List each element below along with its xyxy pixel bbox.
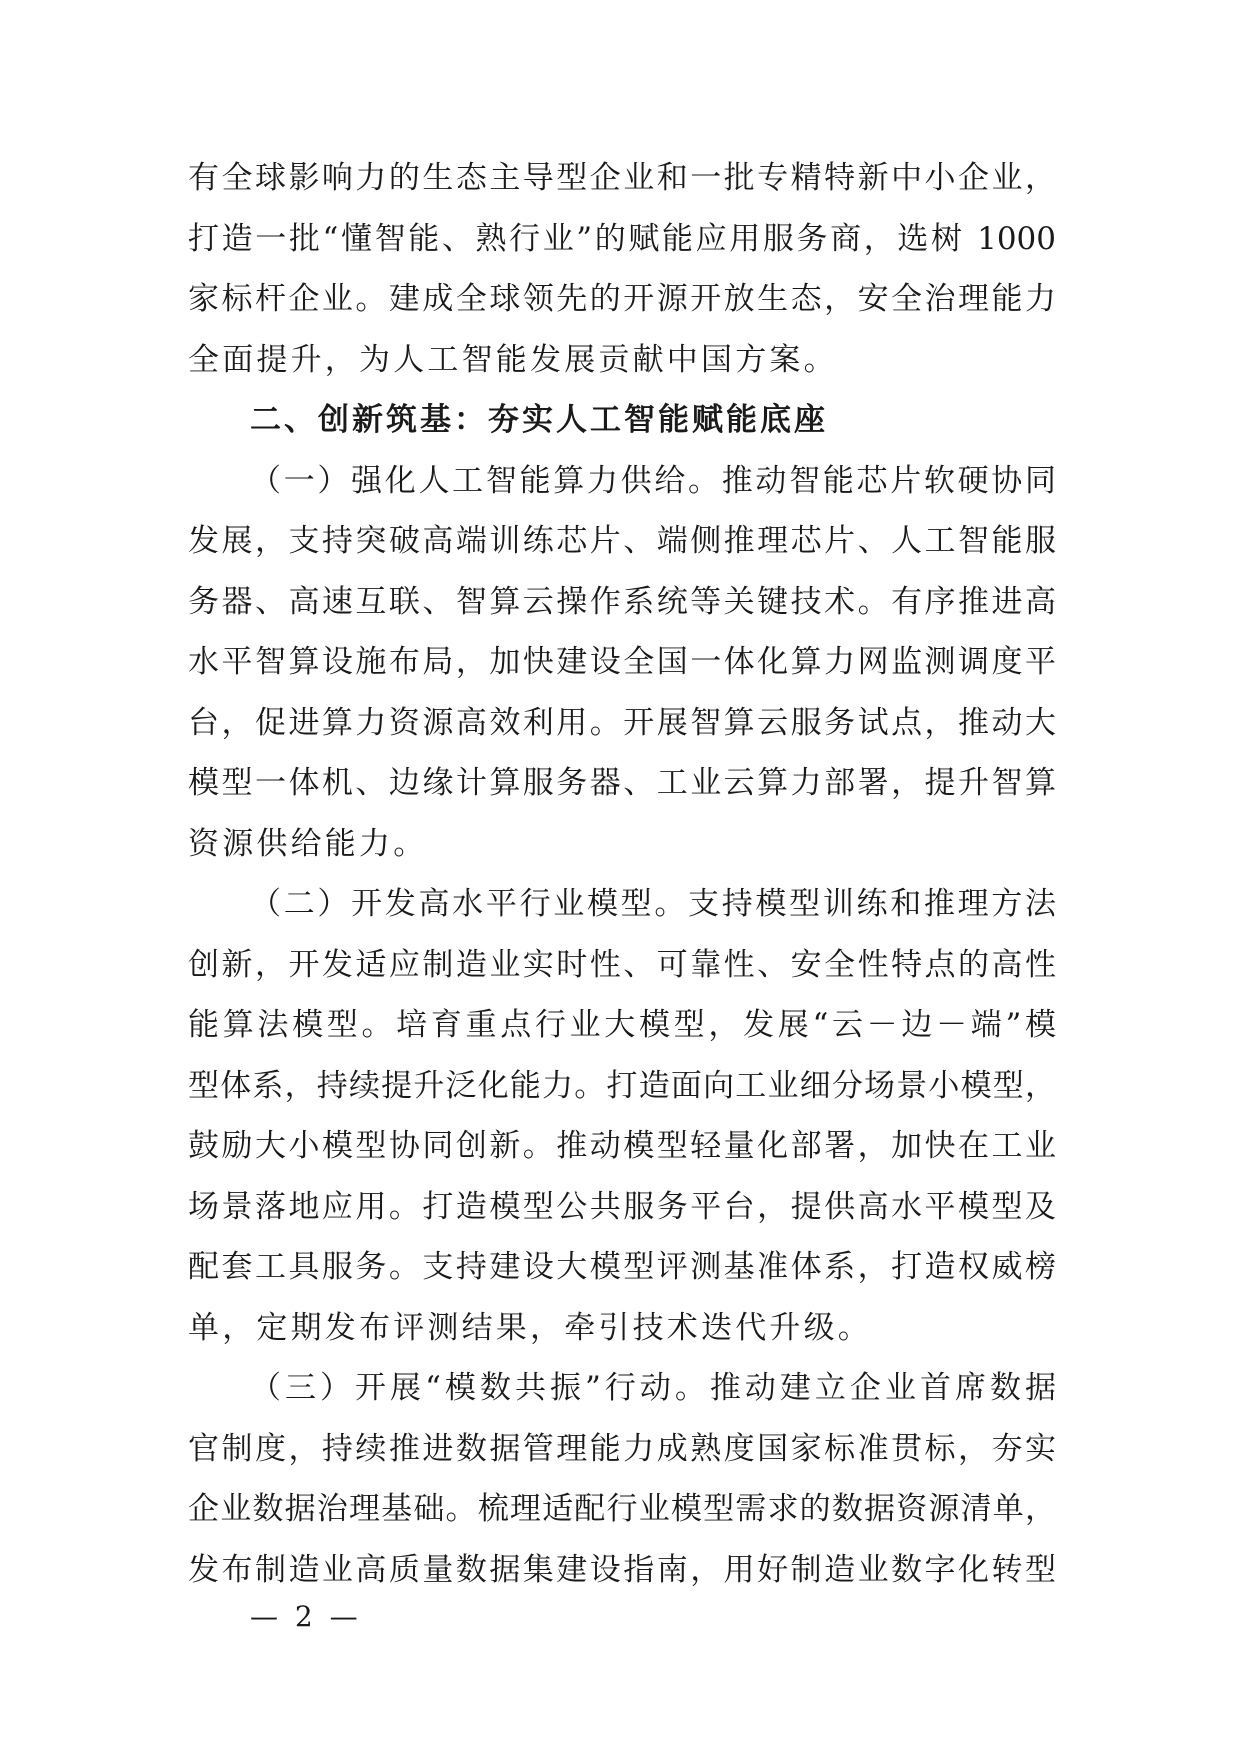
- text-line: 鼓励大小模型协同创新。推动模型轻量化部署，加快在工业: [188, 1128, 1056, 1164]
- text-line: 单，定期发布评测结果，牵引技术迭代升级。: [188, 1309, 872, 1346]
- text-line: 发展，支持突破高端训练芯片、端侧推理芯片、人工智能服: [188, 523, 1056, 559]
- text-line: 有全球影响力的生态主导型企业和一批专精特新中小企业，: [188, 160, 1056, 196]
- text-line: 务器、高速互联、智算云操作系统等关键技术。有序推进高: [188, 583, 1056, 620]
- text-line: 模型一体机、边缘计算服务器、工业云算力部署，提升智算: [188, 765, 1056, 801]
- text-line: 打造一批“懂智能、熟行业”的赋能应用服务商，选树 1000: [188, 220, 1056, 257]
- page-number: — 2 —: [250, 1600, 362, 1633]
- text-line: 官制度，持续推进数据管理能力成熟度国家标准贯标，夯实: [188, 1430, 1056, 1467]
- text-line: 全面提升，为人工智能发展贡献中国方案。: [188, 341, 838, 378]
- text-line: 台，促进算力资源高效利用。开展智算云服务试点，推动大: [188, 704, 1056, 741]
- text-line: 发布制造业高质量数据集建设指南，用好制造业数字化转型: [188, 1551, 1056, 1588]
- section-heading: 二、创新筑基：夯实人工智能赋能底座: [250, 402, 828, 438]
- text-line: 型体系，持续提升泛化能力。打造面向工业细分场景小模型，: [188, 1067, 1056, 1104]
- text-line: 能算法模型。培育重点行业大模型，发展“云－边－端”模: [188, 1007, 1056, 1043]
- text-line: 水平智算设施布局，加快建设全国一体化算力网监测调度平: [188, 644, 1056, 680]
- text-line: 配套工具服务。支持建设大模型评测基准体系，打造权威榜: [188, 1249, 1056, 1285]
- text-line: 资源供给能力。: [188, 825, 428, 862]
- text-line: 企业数据治理基础。梳理适配行业模型需求的数据资源清单，: [188, 1491, 1056, 1527]
- text-line: 场景落地应用。打造模型公共服务平台，提供高水平模型及: [188, 1188, 1056, 1225]
- text-line: （三）开展“模数共振”行动。推动建立企业首席数据: [250, 1370, 1056, 1406]
- text-line: 家标杆企业。建成全球领先的开源开放生态，安全治理能力: [188, 281, 1056, 317]
- text-line: （一）强化人工智能算力供给。推动智能芯片软硬协同: [250, 462, 1056, 499]
- text-line: （二）开发高水平行业模型。支持模型训练和推理方法: [250, 886, 1056, 922]
- document-body: [188, 148, 1056, 1600]
- text-line: 创新，开发适应制造业实时性、可靠性、安全性特点的高性: [188, 946, 1056, 983]
